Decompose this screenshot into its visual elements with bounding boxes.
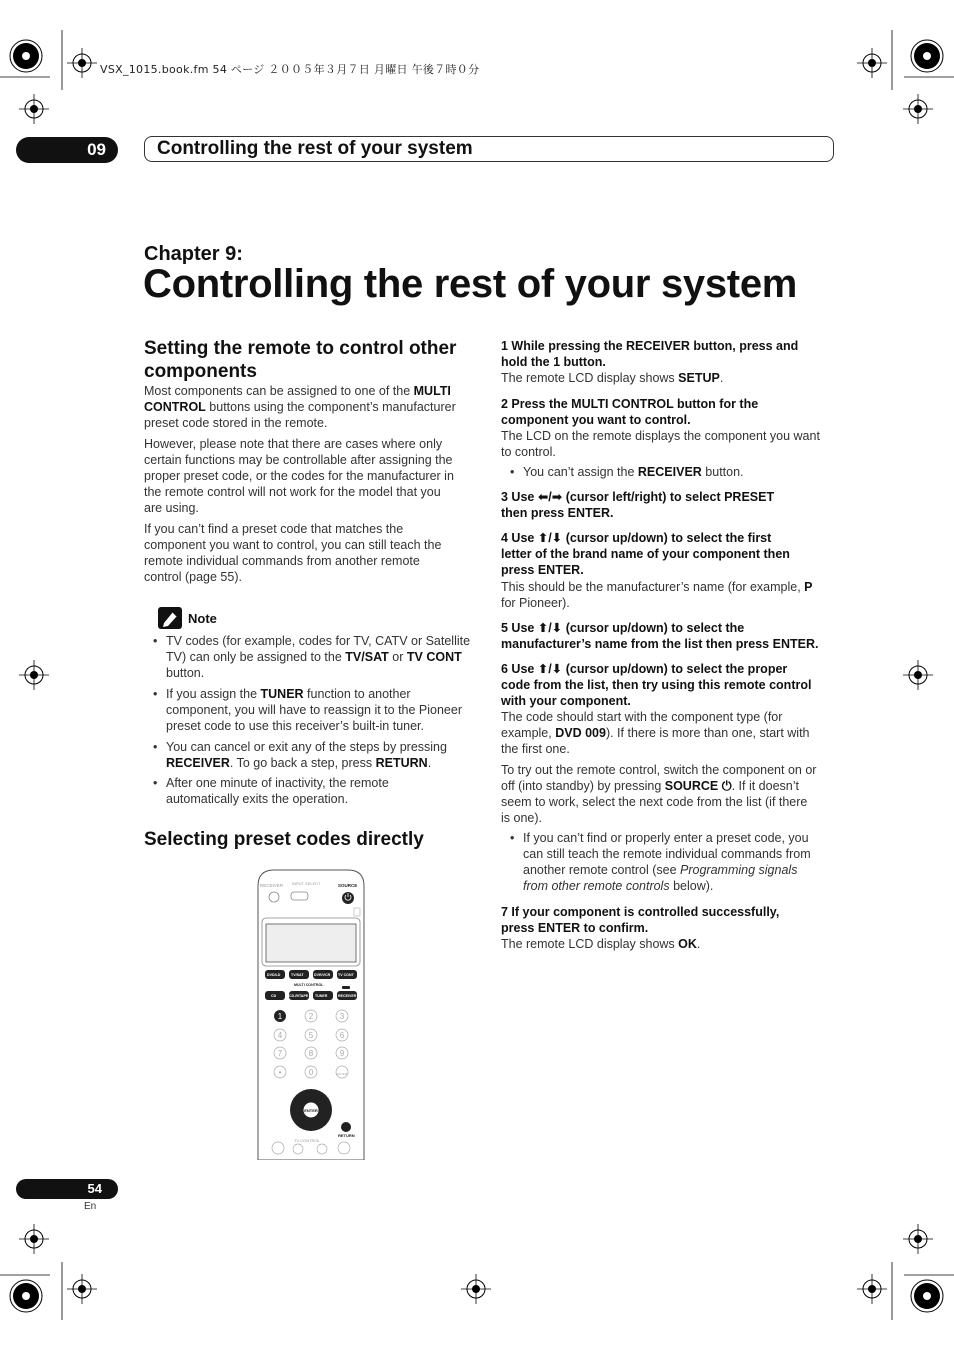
section-title-setting: Setting the remote to control other components — [144, 338, 457, 382]
svg-text:DVD/LD: DVD/LD — [267, 973, 281, 977]
step-2: 2 Press the MULTI CONTROL button for the component you want to control. — [501, 397, 759, 427]
step-2-bullet: • You can’t assign the RECEIVER button. — [523, 464, 744, 480]
note-item-4: • After one minute of inactivity, the remote automatically exits the operation. — [166, 775, 481, 807]
step-4: 4 Use ⬆/⬇ (cursor up/down) to select the first letter of the brand name of your component then press ENTER. — [501, 531, 790, 577]
remote-lcd — [266, 924, 356, 962]
remote-enter-label: ENTER — [304, 1108, 318, 1113]
svg-text:9: 9 — [339, 1049, 345, 1058]
svg-text:8: 8 — [308, 1049, 314, 1058]
note-item-2: • If you assign the TUNER function to another component, you will have to reassign it to the Pioneer preset code to use this receiver’s built-in tuner. — [166, 686, 481, 734]
svg-text:MULTI CONTROL: MULTI CONTROL — [294, 983, 324, 987]
step-7-result: The remote LCD display shows OK. — [501, 937, 701, 951]
remote-illustration — [254, 866, 368, 1160]
remote-receiver-label: RECEIVER — [260, 883, 284, 888]
remote-input-select-label: INPUT SELECT — [292, 881, 321, 886]
svg-text:CD-R/TAPE: CD-R/TAPE — [289, 994, 309, 998]
section-title-selecting: Selecting preset codes directly — [144, 829, 424, 850]
chapter-label: Chapter 9: — [144, 243, 243, 265]
step-3: 3 Use ⬅/➡ (cursor left/right) to select PRESET then press ENTER. — [501, 490, 775, 520]
remote-source-label: SOURCE — [338, 883, 358, 888]
svg-text:ENTER: ENTER — [336, 1072, 348, 1076]
step-4-result: This should be the manufacturer’s name (for example, P for Pioneer). — [501, 580, 813, 610]
para-intro: Most components can be assigned to one of the MULTI CONTROL buttons using the component’s manufacturer preset code stored in the remote. — [144, 384, 456, 430]
language-code: En — [84, 1201, 97, 1212]
step-6-tryout: To try out the remote control, switch the component on or off (into standby) by pressing SOURCE ⏻. If it doesn’t seem to work, select the next code from the list (if there is one). — [501, 763, 817, 825]
note-item-1: • TV codes (for example, codes for TV, CATV or Satellite TV) can only be assigned to the TV/SAT or TV CONT button. — [166, 633, 481, 681]
step-6-result: The code should start with the component type (for example, DVD 009). If there is more than one, start with the first one. — [501, 710, 810, 756]
svg-text:7: 7 — [277, 1049, 283, 1058]
svg-text:5: 5 — [308, 1031, 314, 1040]
note-item-3: • You can cancel or exit any of the steps by pressing RECEIVER. To go back a step, press RETURN. — [166, 739, 481, 771]
svg-text:TV CONT: TV CONT — [338, 973, 354, 977]
step-6-bullet: • If you can’t find or properly enter a preset code, you can still teach the remote individual commands from another remote control (see Programming signals from other remote controls below). — [523, 830, 811, 894]
svg-text:•: • — [278, 1068, 282, 1077]
remote-return-label: RETURN — [338, 1133, 355, 1138]
remote-tv-control-label: TV CONTROL — [294, 1138, 320, 1143]
page-number: 54 — [16, 1179, 118, 1199]
file-header: VSX_1015.book.fm 54 ページ ２００５年３月７日 月曜日 午後７時０分 — [100, 63, 480, 76]
step-1-result: The remote LCD display shows SETUP. — [501, 371, 724, 385]
svg-text:RECEIVER: RECEIVER — [338, 994, 357, 998]
para-cant-find: If you can’t find a preset code that matches the component you want to control, you can still teach the remote individual commands from another remote control (page 55). — [144, 522, 442, 584]
step-7: 7 If your component is controlled successfully, press ENTER to confirm. — [501, 905, 780, 935]
step-1: 1 While pressing the RECEIVER button, press and hold the 1 button. — [501, 339, 799, 369]
svg-text:4: 4 — [277, 1031, 283, 1040]
svg-text:CD: CD — [271, 994, 277, 998]
svg-text:3: 3 — [339, 1012, 345, 1021]
svg-text:0: 0 — [308, 1068, 314, 1077]
svg-text:TV/SAT: TV/SAT — [291, 973, 304, 977]
svg-text:2: 2 — [308, 1012, 314, 1021]
svg-text:6: 6 — [339, 1031, 345, 1040]
step-6: 6 Use ⬆/⬇ (cursor up/down) to select the proper code from the list, then try using this remote control with your component. — [501, 662, 812, 708]
note-label: Note — [188, 611, 217, 626]
svg-text:TUNER: TUNER — [315, 994, 328, 998]
step-5: 5 Use ⬆/⬇ (cursor up/down) to select the manufacturer’s name from the list then press ENTER. — [501, 621, 819, 651]
svg-text:1: 1 — [277, 1012, 283, 1021]
note-icon — [158, 607, 182, 629]
chapter-number-tab: 09 — [16, 137, 118, 163]
chapter-title: Controlling the rest of your system — [143, 262, 798, 306]
step-2-result: The LCD on the remote displays the component you want to control. — [501, 429, 820, 459]
svg-text:DVR/VCR: DVR/VCR — [314, 973, 331, 977]
para-however: However, please note that there are cases where only certain functions may be controllable after assigning the proper preset code, or the codes for the manufacturer in the remote control will not work for the model that you are using. — [144, 437, 454, 515]
running-header: Controlling the rest of your system — [144, 136, 834, 162]
